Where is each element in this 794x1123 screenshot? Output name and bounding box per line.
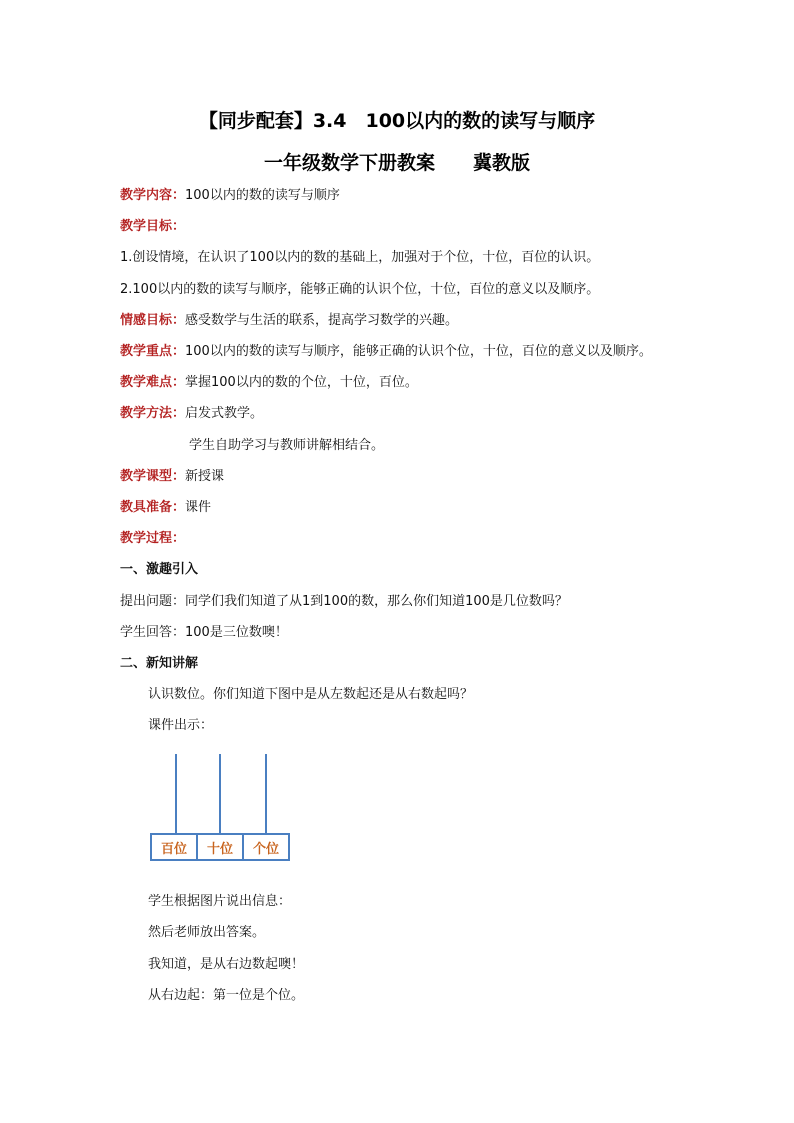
section-heading-2: 二、新知讲解 — [120, 656, 199, 671]
paragraph-5: 我知道，是从右边数起噢！ — [148, 957, 305, 972]
question-1: 提出问题：同学们我们知道了从1到100的数，那么你们知道100是几位数吗？ — [120, 594, 568, 609]
goal-1: 1.创设情境，在认识了100以内的数的基础上，加强对于个位，十位，百位的认识。 — [120, 250, 600, 265]
method-row — [120, 406, 263, 422]
difficulty-label: 教学难点： — [120, 375, 186, 390]
method-label: 教学方法： — [120, 406, 186, 421]
key-label: 教学重点： — [120, 344, 186, 359]
tools-row — [120, 500, 211, 516]
document-subtitle: 一年级数学下册教案 冀教版 — [263, 152, 530, 174]
content-text: 100以内的数的读写与顺序 — [185, 188, 340, 203]
tools-text: 课件 — [185, 500, 212, 515]
emotion-label: 情感目标： — [120, 313, 186, 328]
label-hundreds: 百位 — [160, 842, 188, 857]
lesson-type-label: 教学课型： — [120, 469, 186, 484]
goal-2: 2.100以内的数的读写与顺序，能够正确的认识个位，十位，百位的意义以及顺序。 — [120, 282, 600, 297]
paragraph-6: 从右边起：第一位是个位。 — [148, 988, 305, 1003]
difficulty-text: 掌握100以内的数的个位，十位，百位。 — [185, 375, 418, 390]
lesson-type-text: 新授课 — [185, 469, 225, 484]
lesson-type-row — [120, 469, 224, 485]
label-tens: 十位 — [206, 842, 234, 857]
emotion-text: 感受数学与生活的联系，提高学习数学的兴趣。 — [185, 313, 459, 328]
paragraph-2: 课件出示： — [148, 718, 214, 733]
method-text: 启发式教学。 — [185, 406, 264, 421]
tools-label: 教具准备： — [120, 500, 186, 515]
label-ones: 个位 — [252, 842, 280, 857]
paragraph-4: 然后老师放出答案。 — [148, 925, 266, 940]
document-title: 【同步配套】3.4 100以内的数的读写与顺序 — [198, 110, 596, 132]
key-text: 100以内的数的读写与顺序，能够正确的认识个位，十位，百位的意义以及顺序。 — [185, 344, 652, 359]
paragraph-1: 认识数位。你们知道下图中是从左数起还是从右数起吗？ — [148, 687, 474, 702]
process-label: 教学过程： — [120, 531, 186, 546]
content-label: 教学内容： — [120, 188, 186, 203]
difficulty-row — [120, 375, 418, 391]
content-row — [120, 188, 340, 204]
place-value-abacus-figure — [148, 748, 313, 878]
paragraph-3: 学生根据图片说出信息： — [148, 894, 292, 909]
key-row — [120, 344, 652, 360]
goals-label: 教学目标： — [120, 219, 186, 234]
emotion-row — [120, 313, 458, 329]
method-text-2: 学生自助学习与教师讲解相结合。 — [189, 438, 385, 453]
section-heading-1: 一、激趣引入 — [120, 562, 199, 577]
answer-1: 学生回答：100是三位数噢！ — [120, 625, 288, 640]
